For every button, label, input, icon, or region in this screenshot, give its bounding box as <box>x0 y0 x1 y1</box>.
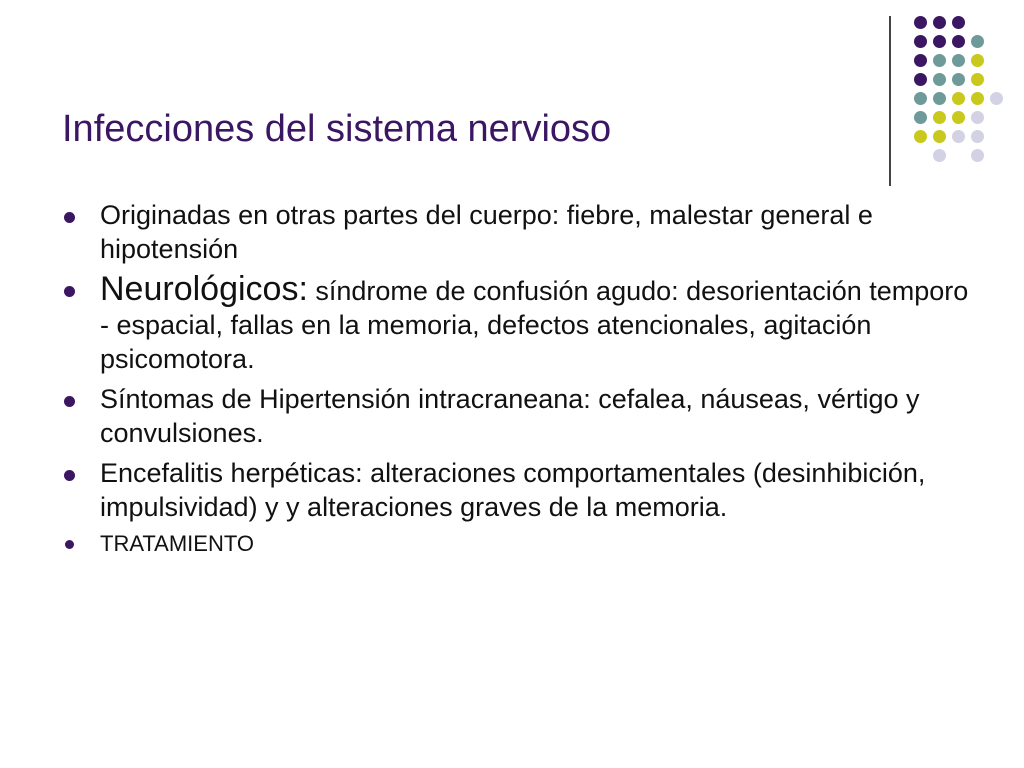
bullet-item <box>100 382 980 450</box>
dot-yellow <box>971 54 984 67</box>
slide-title: Infecciones del sistema nervioso <box>62 108 612 150</box>
bullet-lead: Neurológicos: <box>100 270 308 308</box>
bullet-dot-icon <box>64 470 75 481</box>
dot-purple <box>952 35 965 48</box>
dot-teal <box>933 54 946 67</box>
dot-yellow <box>952 111 965 124</box>
dot-lavender <box>990 92 1003 105</box>
bullet-item <box>100 272 980 376</box>
dot-teal <box>933 92 946 105</box>
dot-yellow <box>952 92 965 105</box>
bullet-item <box>100 530 980 558</box>
dot-teal <box>933 73 946 86</box>
vertical-divider <box>889 16 891 186</box>
dot-teal <box>914 92 927 105</box>
dot-yellow <box>914 130 927 143</box>
dot-purple <box>914 54 927 67</box>
bullet-list <box>100 198 980 564</box>
dot-purple <box>952 16 965 29</box>
dot-lavender <box>933 149 946 162</box>
bullet-text: Síntomas de Hipertensión intracraneana: cefalea, náuseas, vértigo y convulsiones. <box>100 384 920 448</box>
bullet-text: Originadas en otras partes del cuerpo: fiebre, malestar general e hipotensión <box>100 200 873 264</box>
bullet-dot-icon <box>64 212 75 223</box>
bullet-text: Encefalitis herpéticas: alteraciones comportamentales (desinhibición, impulsividad) y y alteraciones graves de la memoria. <box>100 458 926 522</box>
dot-purple <box>914 73 927 86</box>
dot-teal <box>914 111 927 124</box>
dot-teal <box>952 73 965 86</box>
bullet-item <box>100 456 980 524</box>
dot-yellow <box>971 92 984 105</box>
dot-lavender <box>971 111 984 124</box>
dot-lavender <box>971 149 984 162</box>
dot-purple <box>914 16 927 29</box>
bullet-text: TRATAMIENTO <box>100 531 254 556</box>
dot-teal <box>971 35 984 48</box>
dot-yellow <box>933 111 946 124</box>
dot-teal <box>952 54 965 67</box>
bullet-dot-icon <box>64 286 75 297</box>
dot-yellow <box>933 130 946 143</box>
dot-lavender <box>971 130 984 143</box>
dot-lavender <box>952 130 965 143</box>
bullet-item <box>100 198 980 266</box>
bullet-dot-icon <box>65 540 74 549</box>
dot-purple <box>933 35 946 48</box>
dot-purple <box>933 16 946 29</box>
bullet-dot-icon <box>64 396 75 407</box>
dot-purple <box>914 35 927 48</box>
bullet-text: síndrome de confusión agudo: desorientación temporo - espacial, fallas en la memoria, defectos atencionales, agitación psicomotora. <box>100 276 969 374</box>
dot-yellow <box>971 73 984 86</box>
